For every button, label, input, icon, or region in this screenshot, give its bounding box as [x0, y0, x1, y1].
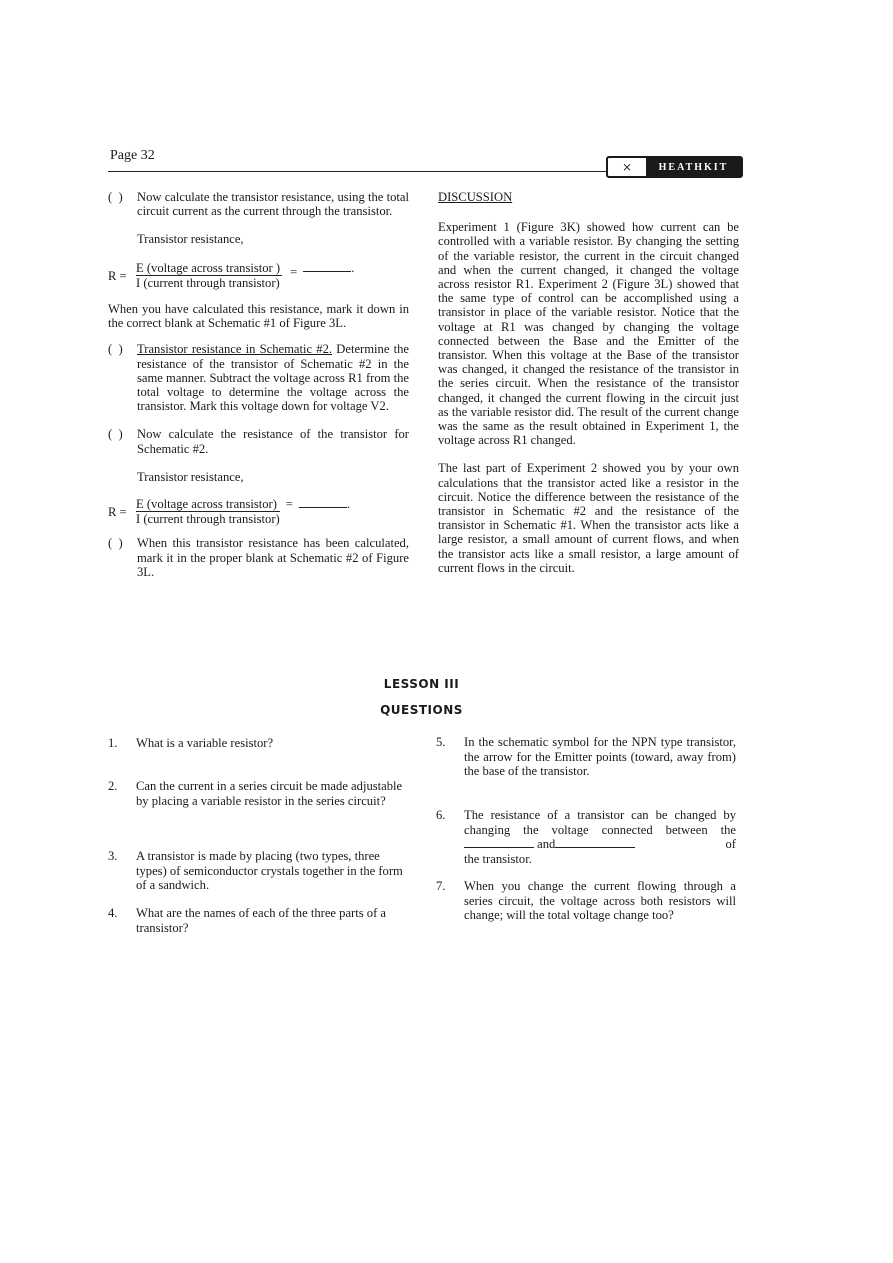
instruction-paragraph: When you have calculated this resistance, mark it down in the correct blank at Schematic #1 of Figure 3L. [108, 302, 409, 331]
question-number: 6. [436, 808, 446, 822]
heathkit-logo [606, 156, 743, 178]
step-body: Determine the resistance of the transistor of Schematic #2 in the same manner. Subtract the voltage across R1 from the total voltage to determine the voltage across the transistor. Mark this voltage down for voltage V2. [137, 342, 409, 414]
numerator: E (voltage across transistor) [136, 497, 280, 512]
denominator: I (current through transistor) [136, 512, 280, 527]
discussion-paragraph-2: The last part of Experiment 2 showed you by your own calculations that the transistor acted like a resistor in the circuit. Notice the difference between the resistance of the transistor in Schematic #2 and the resistance of the transistor in Schematic #1. When the transistor acts like a large resistor, a small amount of current flows, and when the transistor acts like a small resistor, a large amount of current flows in the circuit. [438, 461, 739, 575]
question-3 [108, 849, 409, 893]
question-5 [436, 735, 736, 779]
question-text-part: of [725, 837, 736, 852]
answer-blank[interactable]: . [303, 261, 354, 275]
question-number: 2. [108, 779, 118, 793]
checkbox[interactable]: ( ) [108, 536, 123, 551]
question-text: In the schematic symbol for the NPN type transistor, the arrow for the Emitter points (toward, away from) the base of the transistor. [464, 735, 736, 779]
question-text-part: The resistance of a transistor can be changed by changing the voltage connected between the [464, 808, 736, 837]
logo-wordmark: HEATHKIT [646, 158, 741, 176]
left-column [108, 190, 409, 579]
step-text [137, 342, 409, 413]
numerator: E (voltage across transistor ) [136, 260, 281, 275]
question-1 [108, 736, 409, 751]
question-number: 7. [436, 879, 446, 893]
answer-blank[interactable]: . [299, 497, 350, 511]
fraction [136, 261, 282, 290]
step-text: When this transistor resistance has been calculated, mark it in the proper blank at Schematic #2 of Figure 3L. [137, 536, 409, 579]
question-text-part: the transistor. [464, 851, 532, 866]
question-4 [108, 906, 409, 935]
answer-blank-1[interactable] [464, 837, 534, 848]
question-text: When you change the current flowing through a series circuit, the voltage across both resistors will change; will the total voltage change too? [464, 879, 736, 923]
question-6 [436, 808, 736, 866]
step-calc-resistance-2 [108, 427, 409, 455]
lesson-title: LESSON III [383, 677, 460, 691]
question-7 [436, 879, 736, 923]
question-text: What is a variable resistor? [136, 736, 274, 750]
formula-label: Transistor resistance, [137, 232, 244, 247]
step-heading: Transistor resistance in Schematic #2. [137, 342, 333, 357]
checkbox[interactable]: ( ) [108, 342, 123, 357]
equals-sign: = [285, 497, 293, 512]
question-text: Can the current in a series circuit be made adjustable by placing a variable resistor in the series circuit? [136, 779, 403, 808]
step-text: Now calculate the resistance of the transistor for Schematic #2. [137, 427, 409, 456]
checkbox[interactable]: ( ) [108, 427, 123, 442]
resistance-formula-1 [108, 261, 409, 290]
equals-sign: = [290, 264, 298, 279]
discussion-paragraph-1: Experiment 1 (Figure 3K) showed how current can be controlled with a variable resistor. By changing the setting of the variable resistor, the current in the circuit changed and when the current changed, it changed the voltage across resistor R1. Experiment 2 (Figure 3L) showed that the same type of control can be accomplished using a transistor in place of the variable resistor. Notice that the voltage at R1 was changed by changing the voltage connected between the Base and the Emitter of the transistor. When this voltage at the Base of the transistor was changed, it changed the resistance of the transistor in the series circuit. When the resistance of the transistor changed, it changed the current flowing in the circuit just as the variable resistor did. The result of the current change was the same as the result obtained in Experiment 1, the voltage across R1 changed. [438, 220, 739, 448]
formula-lhs: R = [108, 505, 127, 520]
question-text-part: and [537, 837, 556, 852]
step-calc-resistance-1 [108, 190, 409, 218]
step-mark-resistance [108, 536, 409, 579]
fraction [136, 497, 280, 526]
question-text: What are the names of each of the three parts of a transistor? [136, 906, 386, 935]
header-rule [108, 171, 608, 172]
step-text: Now calculate the transistor resistance, using the total circuit current as the current through the transistor. [137, 190, 409, 219]
step-schematic-2 [108, 342, 409, 413]
formula-lhs: R = [108, 268, 127, 283]
question-number: 1. [108, 736, 118, 750]
checkbox[interactable]: ( ) [108, 190, 123, 204]
answer-blank-2[interactable] [555, 837, 635, 848]
page-number: Page 32 [110, 148, 155, 163]
question-2 [108, 779, 409, 808]
question-number: 4. [108, 906, 118, 920]
question-number: 3. [108, 849, 118, 863]
discussion-heading-text: DISCUSSION [438, 190, 513, 204]
right-column [438, 190, 739, 575]
discussion-heading [438, 190, 739, 204]
question-number: 5. [436, 735, 446, 749]
denominator: I (current through transistor) [136, 275, 280, 290]
question-text: A transistor is made by placing (two types, three types) of semiconductor crystals together in the form of a sandwich. [136, 849, 403, 893]
formula-label: Transistor resistance, [137, 469, 244, 484]
logo-emblem-icon: ⨯ [621, 159, 633, 174]
questions-title: QUESTIONS [380, 703, 463, 717]
question-text [464, 808, 736, 866]
resistance-formula-2 [108, 497, 409, 526]
